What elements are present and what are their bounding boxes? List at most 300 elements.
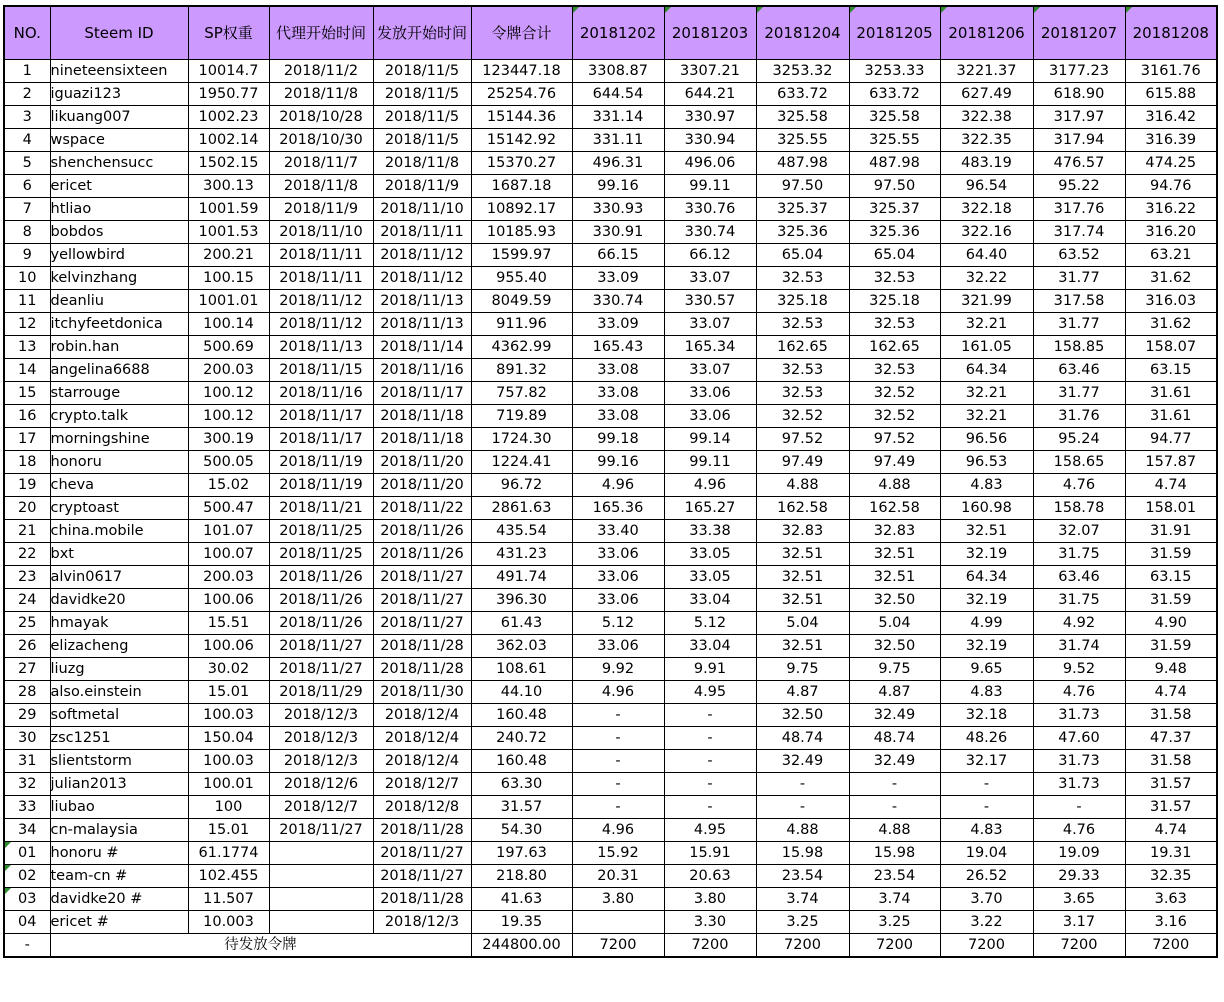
cell-20181207[interactable]: 4.92 <box>1033 612 1125 635</box>
cell-20181205[interactable]: 325.36 <box>849 221 940 244</box>
cell-delegation-start[interactable]: 2018/11/21 <box>269 497 373 520</box>
cell-payout-start[interactable]: 2018/11/20 <box>373 474 471 497</box>
cell-20181207[interactable]: 9.52 <box>1033 658 1125 681</box>
cell-token-total[interactable]: 911.96 <box>471 313 572 336</box>
cell-20181202[interactable]: 496.31 <box>572 152 664 175</box>
cell-token-total[interactable]: 123447.18 <box>471 60 572 83</box>
cell-20181204[interactable]: 32.51 <box>756 566 849 589</box>
cell-token-total[interactable]: 240.72 <box>471 727 572 750</box>
cell-steem-id[interactable]: cheva <box>50 474 188 497</box>
cell-no[interactable]: 24 <box>4 589 50 612</box>
cell-token-total[interactable]: 1599.97 <box>471 244 572 267</box>
cell-20181206[interactable]: 4.83 <box>940 681 1033 704</box>
cell-20181203[interactable]: 496.06 <box>664 152 756 175</box>
cell-20181202[interactable]: 99.18 <box>572 428 664 451</box>
cell-token-total[interactable]: 435.54 <box>471 520 572 543</box>
cell-payout-start[interactable]: 2018/11/13 <box>373 313 471 336</box>
cell-20181208[interactable]: 31.59 <box>1125 635 1217 658</box>
cell-20181206[interactable]: 64.34 <box>940 566 1033 589</box>
cell-20181205[interactable]: 32.53 <box>849 313 940 336</box>
header-sp-weight[interactable]: SP权重 <box>188 6 269 60</box>
cell-payout-start[interactable]: 2018/11/11 <box>373 221 471 244</box>
cell-token-total[interactable]: 15142.92 <box>471 129 572 152</box>
cell-20181203[interactable]: 3307.21 <box>664 60 756 83</box>
cell-20181206[interactable]: 48.26 <box>940 727 1033 750</box>
cell-20181204[interactable]: 97.52 <box>756 428 849 451</box>
cell-20181203[interactable]: 330.57 <box>664 290 756 313</box>
cell-delegation-start[interactable]: 2018/12/7 <box>269 796 373 819</box>
cell-20181206[interactable]: 64.34 <box>940 359 1033 382</box>
cell-20181207[interactable]: 31.74 <box>1033 635 1125 658</box>
cell-delegation-start[interactable]: 2018/11/19 <box>269 474 373 497</box>
cell-payout-start[interactable]: 2018/12/4 <box>373 727 471 750</box>
cell-20181203[interactable]: 33.07 <box>664 313 756 336</box>
cell-payout-start[interactable]: 2018/11/16 <box>373 359 471 382</box>
cell-delegation-start[interactable]: 2018/11/12 <box>269 313 373 336</box>
cell-20181203[interactable]: 33.07 <box>664 267 756 290</box>
cell-steem-id[interactable]: shenchensucc <box>50 152 188 175</box>
cell-20181204[interactable]: 65.04 <box>756 244 849 267</box>
cell-steem-id[interactable]: wspace <box>50 129 188 152</box>
cell-steem-id[interactable]: kelvinzhang <box>50 267 188 290</box>
cell-20181205[interactable]: 32.51 <box>849 543 940 566</box>
cell-payout-start[interactable]: 2018/11/9 <box>373 175 471 198</box>
cell-20181207[interactable]: 31.76 <box>1033 405 1125 428</box>
cell-20181204[interactable]: - <box>756 773 849 796</box>
cell-20181205[interactable]: 3.74 <box>849 888 940 911</box>
cell-20181202[interactable]: 4.96 <box>572 819 664 842</box>
cell-payout-start[interactable]: 2018/11/5 <box>373 60 471 83</box>
cell-20181203[interactable]: 5.12 <box>664 612 756 635</box>
cell-delegation-start[interactable]: 2018/11/7 <box>269 152 373 175</box>
cell-20181205[interactable]: 32.49 <box>849 750 940 773</box>
cell-delegation-start[interactable]: 2018/11/27 <box>269 658 373 681</box>
cell-20181207[interactable]: 476.57 <box>1033 152 1125 175</box>
cell-sp-weight[interactable]: 11.507 <box>188 888 269 911</box>
cell-token-total[interactable]: 10892.17 <box>471 198 572 221</box>
cell-token-total[interactable]: 1724.30 <box>471 428 572 451</box>
cell-sp-weight[interactable]: 1002.14 <box>188 129 269 152</box>
cell-payout-start[interactable]: 2018/11/18 <box>373 405 471 428</box>
cell-delegation-start[interactable]: 2018/11/27 <box>269 819 373 842</box>
cell-20181202[interactable]: 66.15 <box>572 244 664 267</box>
cell-no[interactable]: 26 <box>4 635 50 658</box>
cell-20181208[interactable]: 31.62 <box>1125 267 1217 290</box>
cell-20181208[interactable]: 63.15 <box>1125 566 1217 589</box>
header-date-20181207[interactable]: 20181207 <box>1033 6 1125 60</box>
cell-20181204[interactable]: 5.04 <box>756 612 849 635</box>
cell-20181202[interactable]: 33.06 <box>572 635 664 658</box>
cell-20181207[interactable]: 31.77 <box>1033 267 1125 290</box>
cell-20181207[interactable]: 317.74 <box>1033 221 1125 244</box>
cell-steem-id[interactable]: iguazi123 <box>50 83 188 106</box>
cell-20181204[interactable]: 3.25 <box>756 911 849 934</box>
cell-delegation-start[interactable]: 2018/11/2 <box>269 60 373 83</box>
cell-20181204[interactable]: 48.74 <box>756 727 849 750</box>
header-delegation-start[interactable]: 代理开始时间 <box>269 6 373 60</box>
cell-20181207[interactable]: 63.46 <box>1033 566 1125 589</box>
cell-20181203[interactable]: 330.94 <box>664 129 756 152</box>
cell-20181206[interactable]: 32.19 <box>940 543 1033 566</box>
cell-20181208[interactable]: 9.48 <box>1125 658 1217 681</box>
cell-steem-id[interactable]: angelina6688 <box>50 359 188 382</box>
total-label[interactable]: 待发放令牌 <box>50 934 471 958</box>
cell-token-total[interactable]: 362.03 <box>471 635 572 658</box>
cell-20181205[interactable]: 32.49 <box>849 704 940 727</box>
cell-sp-weight[interactable]: 100.12 <box>188 405 269 428</box>
header-no[interactable]: NO. <box>4 6 50 60</box>
cell-token-total[interactable]: 19.35 <box>471 911 572 934</box>
cell-20181202[interactable]: 3.80 <box>572 888 664 911</box>
cell-20181204[interactable]: 23.54 <box>756 865 849 888</box>
cell-steem-id[interactable]: starrouge <box>50 382 188 405</box>
cell-20181204[interactable]: 32.51 <box>756 589 849 612</box>
cell-delegation-start[interactable]: 2018/11/19 <box>269 451 373 474</box>
cell-20181205[interactable]: 3253.33 <box>849 60 940 83</box>
cell-sp-weight[interactable]: 1002.23 <box>188 106 269 129</box>
cell-20181208[interactable]: 316.03 <box>1125 290 1217 313</box>
cell-20181208[interactable]: 31.61 <box>1125 382 1217 405</box>
cell-sp-weight[interactable]: 1950.77 <box>188 83 269 106</box>
cell-payout-start[interactable]: 2018/11/28 <box>373 658 471 681</box>
cell-delegation-start[interactable]: 2018/10/30 <box>269 129 373 152</box>
cell-sp-weight[interactable]: 1001.01 <box>188 290 269 313</box>
cell-no[interactable]: 22 <box>4 543 50 566</box>
cell-sp-weight[interactable]: 500.05 <box>188 451 269 474</box>
cell-sp-weight[interactable]: 500.47 <box>188 497 269 520</box>
cell-20181208[interactable]: 3161.76 <box>1125 60 1217 83</box>
header-token-total[interactable]: 令牌合计 <box>471 6 572 60</box>
cell-20181208[interactable]: 31.57 <box>1125 773 1217 796</box>
cell-20181206[interactable]: 32.21 <box>940 313 1033 336</box>
cell-steem-id[interactable]: likuang007 <box>50 106 188 129</box>
cell-delegation-start[interactable]: 2018/11/8 <box>269 175 373 198</box>
cell-20181205[interactable]: 48.74 <box>849 727 940 750</box>
cell-20181208[interactable]: 316.22 <box>1125 198 1217 221</box>
cell-steem-id[interactable]: hmayak <box>50 612 188 635</box>
cell-20181206[interactable]: 322.38 <box>940 106 1033 129</box>
cell-20181207[interactable]: 158.78 <box>1033 497 1125 520</box>
cell-20181206[interactable]: 32.19 <box>940 635 1033 658</box>
cell-20181208[interactable]: 4.74 <box>1125 681 1217 704</box>
cell-20181207[interactable]: 3177.23 <box>1033 60 1125 83</box>
cell-20181205[interactable]: 9.75 <box>849 658 940 681</box>
cell-20181208[interactable]: 31.91 <box>1125 520 1217 543</box>
cell-20181205[interactable]: 32.52 <box>849 405 940 428</box>
cell-steem-id[interactable]: alvin0617 <box>50 566 188 589</box>
cell-no[interactable]: 17 <box>4 428 50 451</box>
cell-steem-id[interactable]: itchyfeetdonica <box>50 313 188 336</box>
cell-20181204[interactable]: 325.18 <box>756 290 849 313</box>
cell-20181208[interactable]: 316.20 <box>1125 221 1217 244</box>
cell-20181206[interactable]: 322.16 <box>940 221 1033 244</box>
cell-20181204[interactable]: 4.88 <box>756 819 849 842</box>
cell-20181202[interactable]: 4.96 <box>572 474 664 497</box>
cell-delegation-start[interactable]: 2018/12/6 <box>269 773 373 796</box>
cell-delegation-start[interactable]: 2018/11/11 <box>269 244 373 267</box>
cell-20181208[interactable]: 316.42 <box>1125 106 1217 129</box>
cell-20181207[interactable]: 32.07 <box>1033 520 1125 543</box>
cell-token-total[interactable]: 15370.27 <box>471 152 572 175</box>
cell-payout-start[interactable]: 2018/11/26 <box>373 543 471 566</box>
total-cell[interactable]: 7200 <box>1125 934 1217 958</box>
cell-20181205[interactable]: 32.50 <box>849 635 940 658</box>
header-steem-id[interactable]: Steem ID <box>50 6 188 60</box>
cell-20181206[interactable]: 627.49 <box>940 83 1033 106</box>
cell-delegation-start[interactable]: 2018/12/3 <box>269 750 373 773</box>
cell-token-total[interactable]: 396.30 <box>471 589 572 612</box>
cell-token-total[interactable]: 10185.93 <box>471 221 572 244</box>
cell-no[interactable]: 16 <box>4 405 50 428</box>
cell-20181207[interactable]: 4.76 <box>1033 474 1125 497</box>
cell-steem-id[interactable]: ericet <box>50 175 188 198</box>
cell-token-total[interactable]: 2861.63 <box>471 497 572 520</box>
cell-sp-weight[interactable]: 61.1774 <box>188 842 269 865</box>
cell-no[interactable]: 28 <box>4 681 50 704</box>
cell-20181204[interactable]: 32.53 <box>756 359 849 382</box>
cell-20181205[interactable]: 4.87 <box>849 681 940 704</box>
cell-20181206[interactable]: 32.17 <box>940 750 1033 773</box>
cell-20181203[interactable]: - <box>664 727 756 750</box>
cell-20181204[interactable]: 487.98 <box>756 152 849 175</box>
cell-steem-id[interactable]: china.mobile <box>50 520 188 543</box>
cell-steem-id[interactable]: julian2013 <box>50 773 188 796</box>
cell-sp-weight[interactable]: 100 <box>188 796 269 819</box>
header-date-20181205[interactable]: 20181205 <box>849 6 940 60</box>
cell-delegation-start[interactable]: 2018/11/17 <box>269 428 373 451</box>
cell-payout-start[interactable]: 2018/11/22 <box>373 497 471 520</box>
cell-sp-weight[interactable]: 100.14 <box>188 313 269 336</box>
cell-sp-weight[interactable]: 300.19 <box>188 428 269 451</box>
cell-steem-id[interactable]: also.einstein <box>50 681 188 704</box>
cell-20181204[interactable]: 3.74 <box>756 888 849 911</box>
cell-20181204[interactable]: 4.87 <box>756 681 849 704</box>
cell-20181207[interactable]: 317.94 <box>1033 129 1125 152</box>
cell-steem-id[interactable]: liubao <box>50 796 188 819</box>
cell-payout-start[interactable]: 2018/11/27 <box>373 865 471 888</box>
cell-20181208[interactable]: 4.74 <box>1125 819 1217 842</box>
cell-20181202[interactable]: - <box>572 727 664 750</box>
cell-payout-start[interactable]: 2018/12/8 <box>373 796 471 819</box>
cell-token-total[interactable]: 160.48 <box>471 750 572 773</box>
cell-sp-weight[interactable]: 200.03 <box>188 359 269 382</box>
cell-delegation-start[interactable]: 2018/11/13 <box>269 336 373 359</box>
cell-steem-id[interactable]: liuzg <box>50 658 188 681</box>
cell-delegation-start[interactable]: 2018/11/25 <box>269 520 373 543</box>
cell-20181202[interactable]: 33.06 <box>572 589 664 612</box>
cell-payout-start[interactable]: 2018/12/4 <box>373 750 471 773</box>
cell-20181204[interactable]: 4.88 <box>756 474 849 497</box>
cell-20181207[interactable]: 31.73 <box>1033 773 1125 796</box>
cell-20181206[interactable]: 161.05 <box>940 336 1033 359</box>
cell-sp-weight[interactable]: 10.003 <box>188 911 269 934</box>
cell-20181202[interactable]: 33.09 <box>572 313 664 336</box>
cell-token-total[interactable]: 8049.59 <box>471 290 572 313</box>
cell-20181202[interactable]: 99.16 <box>572 175 664 198</box>
cell-sp-weight[interactable]: 1502.15 <box>188 152 269 175</box>
cell-20181208[interactable]: 615.88 <box>1125 83 1217 106</box>
cell-20181207[interactable]: 63.52 <box>1033 244 1125 267</box>
cell-20181205[interactable]: 32.50 <box>849 589 940 612</box>
cell-steem-id[interactable]: softmetal <box>50 704 188 727</box>
header-date-20181204[interactable]: 20181204 <box>756 6 849 60</box>
cell-delegation-start[interactable]: 2018/11/26 <box>269 589 373 612</box>
cell-20181205[interactable]: 32.51 <box>849 566 940 589</box>
cell-steem-id[interactable]: honoru <box>50 451 188 474</box>
total-cell[interactable]: 7200 <box>1033 934 1125 958</box>
cell-steem-id[interactable]: bxt <box>50 543 188 566</box>
cell-20181203[interactable]: 4.95 <box>664 819 756 842</box>
cell-20181206[interactable]: - <box>940 796 1033 819</box>
cell-20181205[interactable]: 65.04 <box>849 244 940 267</box>
cell-20181208[interactable]: 31.57 <box>1125 796 1217 819</box>
cell-sp-weight[interactable]: 200.21 <box>188 244 269 267</box>
cell-delegation-start[interactable]: 2018/11/16 <box>269 382 373 405</box>
cell-20181205[interactable]: 325.18 <box>849 290 940 313</box>
cell-20181206[interactable]: 26.52 <box>940 865 1033 888</box>
cell-token-total[interactable]: 108.61 <box>471 658 572 681</box>
cell-20181207[interactable]: 31.75 <box>1033 589 1125 612</box>
cell-20181207[interactable]: 47.60 <box>1033 727 1125 750</box>
cell-payout-start[interactable]: 2018/11/18 <box>373 428 471 451</box>
cell-20181202[interactable]: 33.06 <box>572 566 664 589</box>
total-cell[interactable]: 7200 <box>756 934 849 958</box>
cell-20181203[interactable]: - <box>664 773 756 796</box>
cell-20181205[interactable]: 4.88 <box>849 819 940 842</box>
total-cell[interactable]: 7200 <box>664 934 756 958</box>
cell-20181208[interactable]: 157.87 <box>1125 451 1217 474</box>
cell-sp-weight[interactable]: 15.51 <box>188 612 269 635</box>
cell-20181202[interactable]: 330.91 <box>572 221 664 244</box>
cell-payout-start[interactable]: 2018/11/13 <box>373 290 471 313</box>
cell-token-total[interactable]: 4362.99 <box>471 336 572 359</box>
cell-20181203[interactable]: 33.38 <box>664 520 756 543</box>
cell-20181207[interactable]: 3.65 <box>1033 888 1125 911</box>
cell-20181206[interactable]: 322.18 <box>940 198 1033 221</box>
cell-sp-weight[interactable]: 1001.53 <box>188 221 269 244</box>
cell-payout-start[interactable]: 2018/11/14 <box>373 336 471 359</box>
cell-20181202[interactable]: 9.92 <box>572 658 664 681</box>
cell-20181206[interactable]: 32.21 <box>940 405 1033 428</box>
cell-no[interactable]: 9 <box>4 244 50 267</box>
cell-20181203[interactable]: 4.96 <box>664 474 756 497</box>
cell-steem-id[interactable]: cn-malaysia <box>50 819 188 842</box>
cell-20181207[interactable]: 31.73 <box>1033 750 1125 773</box>
cell-20181206[interactable]: 9.65 <box>940 658 1033 681</box>
cell-token-total[interactable]: 41.63 <box>471 888 572 911</box>
cell-token-total[interactable]: 218.80 <box>471 865 572 888</box>
cell-no[interactable]: 10 <box>4 267 50 290</box>
cell-20181207[interactable]: 63.46 <box>1033 359 1125 382</box>
cell-20181205[interactable]: 633.72 <box>849 83 940 106</box>
cell-steem-id[interactable]: slientstorm <box>50 750 188 773</box>
cell-token-total[interactable]: 197.63 <box>471 842 572 865</box>
cell-delegation-start[interactable]: 2018/11/17 <box>269 405 373 428</box>
cell-steem-id[interactable]: ericet # <box>50 911 188 934</box>
cell-20181208[interactable]: 31.58 <box>1125 750 1217 773</box>
cell-payout-start[interactable]: 2018/11/5 <box>373 129 471 152</box>
cell-20181202[interactable]: 33.40 <box>572 520 664 543</box>
cell-20181203[interactable]: 33.04 <box>664 589 756 612</box>
cell-20181204[interactable]: 325.55 <box>756 129 849 152</box>
header-date-20181202[interactable]: 20181202 <box>572 6 664 60</box>
cell-no[interactable]: 19 <box>4 474 50 497</box>
cell-token-total[interactable]: 491.74 <box>471 566 572 589</box>
cell-20181203[interactable]: - <box>664 750 756 773</box>
cell-20181205[interactable]: 23.54 <box>849 865 940 888</box>
cell-20181203[interactable]: 66.12 <box>664 244 756 267</box>
cell-20181202[interactable]: - <box>572 796 664 819</box>
cell-20181206[interactable]: 4.83 <box>940 819 1033 842</box>
cell-20181202[interactable]: 3308.87 <box>572 60 664 83</box>
header-payout-start[interactable]: 发放开始时间 <box>373 6 471 60</box>
cell-20181208[interactable]: 31.61 <box>1125 405 1217 428</box>
cell-sp-weight[interactable]: 100.06 <box>188 589 269 612</box>
cell-delegation-start[interactable]: 2018/11/15 <box>269 359 373 382</box>
cell-20181203[interactable]: 644.21 <box>664 83 756 106</box>
cell-sp-weight[interactable]: 15.02 <box>188 474 269 497</box>
cell-no[interactable]: 03 <box>4 888 50 911</box>
cell-20181202[interactable]: - <box>572 704 664 727</box>
cell-20181204[interactable]: 325.37 <box>756 198 849 221</box>
cell-delegation-start[interactable]: 2018/10/28 <box>269 106 373 129</box>
cell-20181202[interactable]: 330.74 <box>572 290 664 313</box>
cell-steem-id[interactable]: yellowbird <box>50 244 188 267</box>
cell-20181204[interactable]: 32.50 <box>756 704 849 727</box>
cell-payout-start[interactable]: 2018/11/27 <box>373 612 471 635</box>
cell-20181205[interactable]: 32.53 <box>849 359 940 382</box>
cell-20181208[interactable]: 158.01 <box>1125 497 1217 520</box>
cell-steem-id[interactable]: bobdos <box>50 221 188 244</box>
cell-steem-id[interactable]: davidke20 <box>50 589 188 612</box>
cell-steem-id[interactable]: cryptoast <box>50 497 188 520</box>
cell-20181207[interactable]: 317.58 <box>1033 290 1125 313</box>
cell-sp-weight[interactable]: 10014.7 <box>188 60 269 83</box>
cell-payout-start[interactable]: 2018/11/8 <box>373 152 471 175</box>
cell-20181207[interactable]: 31.73 <box>1033 704 1125 727</box>
cell-20181208[interactable]: 19.31 <box>1125 842 1217 865</box>
cell-payout-start[interactable]: 2018/11/5 <box>373 83 471 106</box>
cell-token-total[interactable]: 719.89 <box>471 405 572 428</box>
cell-20181203[interactable]: 99.11 <box>664 175 756 198</box>
cell-20181204[interactable]: 325.58 <box>756 106 849 129</box>
cell-no[interactable]: 18 <box>4 451 50 474</box>
cell-20181203[interactable]: 330.74 <box>664 221 756 244</box>
cell-20181204[interactable]: 325.36 <box>756 221 849 244</box>
cell-20181208[interactable]: 94.76 <box>1125 175 1217 198</box>
cell-20181202[interactable]: 20.31 <box>572 865 664 888</box>
cell-delegation-start[interactable]: 2018/11/9 <box>269 198 373 221</box>
cell-20181205[interactable]: 97.50 <box>849 175 940 198</box>
cell-steem-id[interactable]: nineteensixteen <box>50 60 188 83</box>
cell-20181206[interactable]: 4.83 <box>940 474 1033 497</box>
cell-20181203[interactable]: 99.11 <box>664 451 756 474</box>
cell-payout-start[interactable]: 2018/11/28 <box>373 635 471 658</box>
cell-20181205[interactable]: 97.49 <box>849 451 940 474</box>
cell-20181203[interactable]: 4.95 <box>664 681 756 704</box>
cell-sp-weight[interactable]: 1001.59 <box>188 198 269 221</box>
cell-no[interactable]: 14 <box>4 359 50 382</box>
cell-sp-weight[interactable]: 100.03 <box>188 704 269 727</box>
cell-no[interactable]: 31 <box>4 750 50 773</box>
cell-delegation-start[interactable]: 2018/11/25 <box>269 543 373 566</box>
cell-payout-start[interactable]: 2018/11/26 <box>373 520 471 543</box>
cell-no[interactable]: 12 <box>4 313 50 336</box>
cell-token-total[interactable]: 31.57 <box>471 796 572 819</box>
cell-20181203[interactable]: 9.91 <box>664 658 756 681</box>
cell-20181203[interactable]: 99.14 <box>664 428 756 451</box>
cell-20181205[interactable]: 32.53 <box>849 267 940 290</box>
